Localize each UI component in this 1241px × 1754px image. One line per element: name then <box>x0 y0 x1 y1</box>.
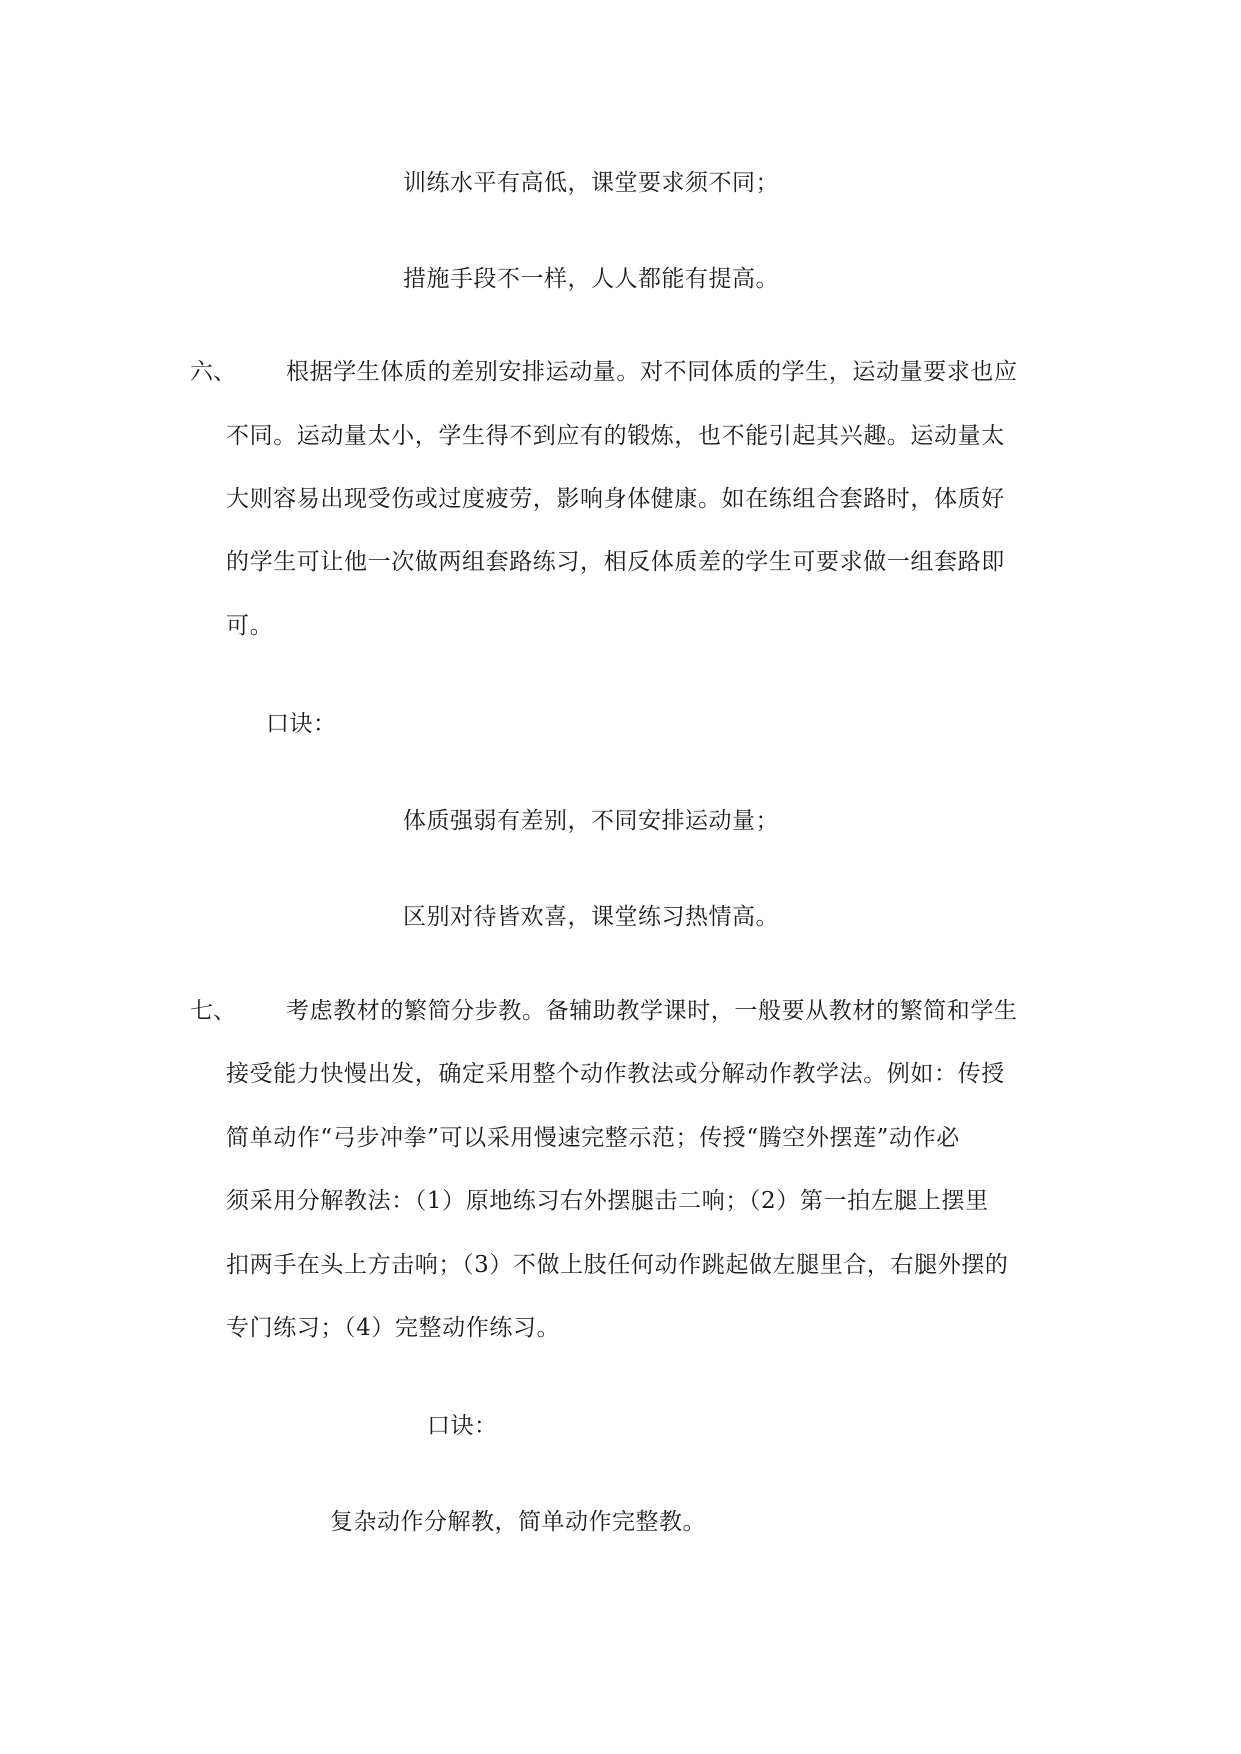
section-6-line-3: 大则容易出现受伤或过度疲劳，影响身体健康。如在练组合套路时，体质好 <box>226 486 1005 512</box>
section-6-line-2: 不同。运动量太小，学生得不到应有的锻炼，也不能引起其兴趣。运动量太 <box>226 423 1005 449</box>
verse-line: 复杂动作分解教，简单动作完整教。 <box>330 1509 706 1535</box>
section-6-line-5: 可。 <box>226 613 274 639</box>
verse-line: 措施手段不一样，人人都能有提高。 <box>403 266 779 292</box>
section-7-marker: 七、 <box>190 998 236 1024</box>
verse-line: 训练水平有高低，课堂要求须不同； <box>403 170 779 196</box>
verse-label: 口诀： <box>427 1413 498 1439</box>
section-6-line-1: 根据学生体质的差别安排运动量。对不同体质的学生，运动量要求也应 <box>286 359 1018 385</box>
section-7-line-1: 考虑教材的繁简分步教。备辅助教学课时，一般要从教材的繁简和学生 <box>286 998 1018 1024</box>
section-7-line-2: 接受能力快慢出发，确定采用整个动作教法或分解动作教学法。例如：传授 <box>226 1061 1005 1087</box>
verse-line: 区别对待皆欢喜，课堂练习热情高。 <box>403 904 779 930</box>
section-6-line-4: 的学生可让他一次做两组套路练习，相反体质差的学生可要求做一组套路即 <box>226 549 1005 575</box>
section-7-line-5: 扣两手在头上方击响；（3）不做上肢任何动作跳起做左腿里合，右腿外摆的 <box>226 1252 1009 1278</box>
section-6-marker: 六、 <box>190 359 236 385</box>
section-7-line-6: 专门练习；（4）完整动作练习。 <box>226 1315 561 1341</box>
section-7-line-4: 须采用分解教法：（1）原地练习右外摆腿击二响；（2）第一拍左腿上摆里 <box>226 1188 989 1214</box>
verse-label: 口诀： <box>266 711 337 737</box>
verse-line: 体质强弱有差别，不同安排运动量； <box>403 808 779 834</box>
section-7-line-3: 简单动作“弓步冲拳”可以采用慢速完整示范；传授“腾空外摆莲”动作必 <box>226 1125 960 1151</box>
